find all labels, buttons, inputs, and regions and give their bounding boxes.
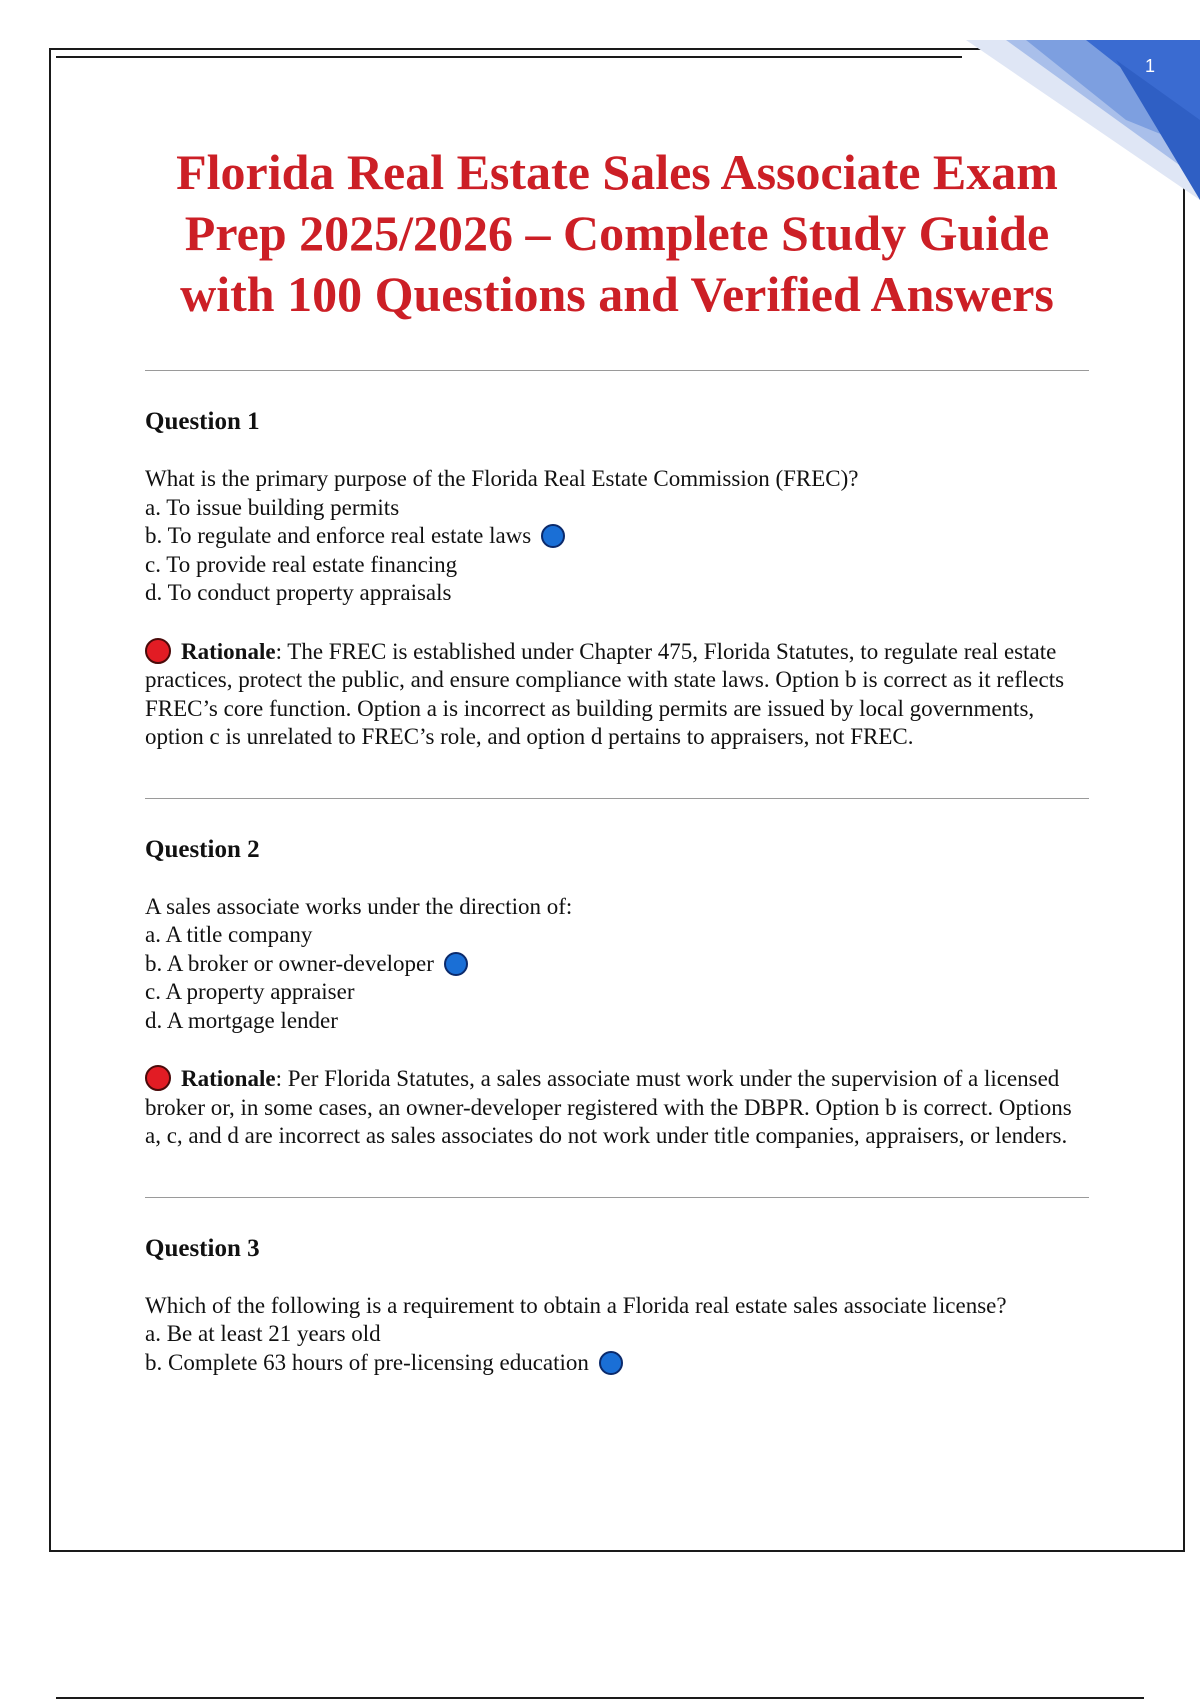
question-text: Which of the following is a requirement to obtain a Florida real estate sales associate license? (145, 1292, 1007, 1318)
footer-rule (56, 1697, 1144, 1699)
rationale (145, 1065, 1089, 1151)
rationale-label: Rationale (181, 1066, 276, 1091)
document-body (145, 142, 1089, 1377)
answer-option: a. To issue building permits (145, 494, 400, 520)
document-title: Florida Real Estate Sales Associate Exam Prep 2025/2026 – Complete Study Guide with 100 Questions and Verified Answers (176, 144, 1058, 322)
question-heading: Question 1 (145, 408, 260, 435)
rationale-marker-icon (145, 638, 171, 664)
correct-answer-marker-icon (541, 524, 565, 548)
question-text: What is the primary purpose of the Florida Real Estate Commission (FREC)? (145, 466, 859, 491)
question-block (145, 1198, 1089, 1378)
rationale-marker-icon (145, 1065, 171, 1091)
question-heading: Question 2 (145, 835, 260, 863)
question-text: A sales associate works under the direction of: (145, 893, 573, 919)
rationale (145, 638, 1089, 752)
answer-option: d. To conduct property appraisals (145, 580, 452, 605)
answer-option: c. A property appraiser (145, 979, 355, 1004)
question-block (145, 371, 1089, 798)
rationale-label: Rationale (181, 638, 276, 664)
correct-answer-marker-icon (444, 952, 468, 976)
question-block (145, 799, 1089, 1197)
answer-option: a. Be at least 21 years old (145, 1321, 381, 1346)
answer-option: d. A mortgage lender (145, 1007, 338, 1033)
answer-option-correct: b. Complete 63 hours of pre-licensing education (145, 1349, 1089, 1378)
answer-option-correct: b. A broker or owner-developer (145, 950, 1089, 979)
rationale-text: : Per Florida Statutes, a sales associate must work under the supervision of a licensed broker or, in some cases, an owner-developer registered with the DBPR. Option b is correct. Options a, c, and d are incorrect as sales associates do not work under title companies, appraisers, or lenders. (145, 1066, 1072, 1148)
correct-answer-marker-icon (599, 1351, 623, 1375)
question-heading: Question 3 (145, 1234, 260, 1262)
answer-option-correct: b. To regulate and enforce real estate laws (145, 522, 1089, 551)
rationale-text: : The FREC is established under Chapter 475, Florida Statutes, to regulate real estate practices, protect the public, and ensure compliance with state laws. Option b is correct as it reflects FREC’s core function. Option a is incorrect as building permits are issued by local governments, option c is unrelated to FREC’s role, and option d pertains to appraisers, not FREC. (145, 638, 1065, 749)
answer-option: a. A title company (145, 922, 313, 947)
header-rule (56, 56, 962, 58)
page-number: 1 (1144, 56, 1155, 76)
answer-option: c. To provide real estate financing (145, 551, 458, 577)
